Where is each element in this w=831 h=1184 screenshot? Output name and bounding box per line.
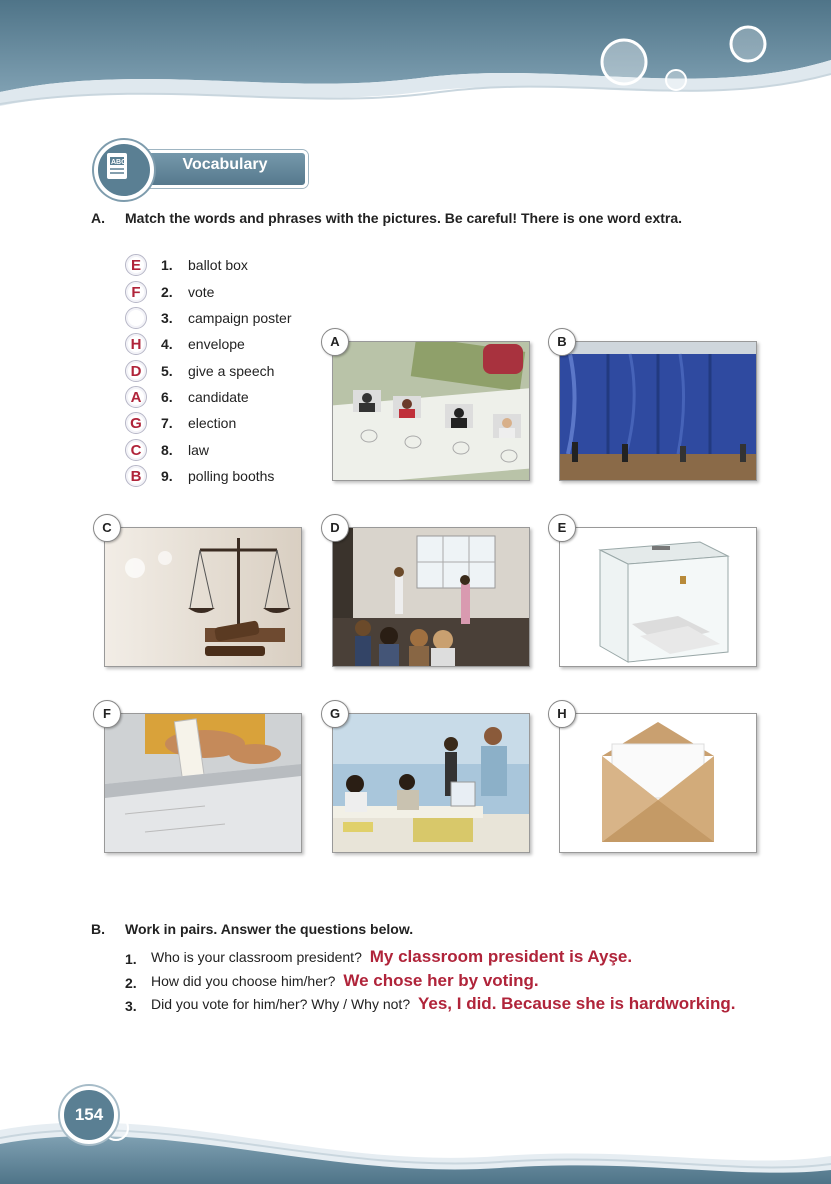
question-number: 2. bbox=[125, 975, 137, 991]
item-number: 2. bbox=[161, 284, 173, 300]
answer-circle[interactable]: H bbox=[125, 333, 147, 355]
item-number: 3. bbox=[161, 310, 173, 326]
picture-b-polling-booths bbox=[559, 341, 757, 481]
question-number: 3. bbox=[125, 998, 137, 1014]
item-number: 4. bbox=[161, 336, 173, 352]
item-number: 9. bbox=[161, 468, 173, 484]
question-text: Did you vote for him/her? Why / Why not? bbox=[151, 996, 411, 1012]
item-word: give a speech bbox=[188, 363, 275, 379]
picture-g-label: G bbox=[321, 700, 349, 728]
picture-g-election-counting bbox=[332, 713, 530, 853]
item-number: 5. bbox=[161, 363, 173, 379]
item-number: 1. bbox=[161, 257, 173, 273]
picture-e-ballot-box bbox=[559, 527, 757, 667]
item-number: 8. bbox=[161, 442, 173, 458]
vocabulary-book-icon bbox=[104, 151, 132, 181]
page-number: 154 bbox=[60, 1086, 118, 1144]
answer-text[interactable]: My classroom president is Ayşe. bbox=[369, 947, 633, 966]
answer-text[interactable]: Yes, I did. Because she is hardworking. bbox=[418, 994, 736, 1013]
answer-circle[interactable]: A bbox=[125, 386, 147, 408]
answer-circle[interactable]: C bbox=[125, 439, 147, 461]
question-number: 1. bbox=[125, 951, 137, 967]
section-a-letter: A. bbox=[91, 210, 105, 226]
answer-circle[interactable]: G bbox=[125, 412, 147, 434]
item-number: 6. bbox=[161, 389, 173, 405]
answer-circle[interactable]: E bbox=[125, 254, 147, 276]
item-word: campaign poster bbox=[188, 310, 292, 326]
picture-e-label: E bbox=[548, 514, 576, 542]
svg-text:ABC: ABC bbox=[111, 159, 127, 166]
item-word: envelope bbox=[188, 336, 245, 352]
footer-wave-decoration bbox=[0, 1060, 831, 1184]
picture-d-label: D bbox=[321, 514, 349, 542]
question-row bbox=[151, 947, 632, 967]
answer-circle[interactable]: D bbox=[125, 360, 147, 382]
section-b-letter: B. bbox=[91, 921, 105, 937]
picture-b-label: B bbox=[548, 328, 576, 356]
picture-a-label: A bbox=[321, 328, 349, 356]
answer-text[interactable]: We chose her by voting. bbox=[343, 971, 539, 990]
picture-f-casting-vote bbox=[104, 713, 302, 853]
question-text: Who is your classroom president? bbox=[151, 949, 362, 965]
question-text: How did you choose him/her? bbox=[151, 973, 336, 989]
answer-circle[interactable]: F bbox=[125, 281, 147, 303]
section-header-title: Vocabulary bbox=[182, 156, 268, 173]
picture-c-label: C bbox=[93, 514, 121, 542]
item-word: law bbox=[188, 442, 210, 458]
picture-a-ballot-paper bbox=[332, 341, 530, 481]
picture-d-giving-a-speech bbox=[332, 527, 530, 667]
item-word: ballot box bbox=[188, 257, 248, 273]
answer-circle[interactable] bbox=[125, 307, 147, 329]
question-row bbox=[151, 971, 539, 991]
answer-circle[interactable]: B bbox=[125, 465, 147, 487]
picture-h-envelope bbox=[559, 713, 757, 853]
item-word: candidate bbox=[188, 389, 249, 405]
question-row bbox=[151, 994, 735, 1014]
item-word: vote bbox=[188, 284, 215, 300]
picture-f-label: F bbox=[93, 700, 121, 728]
item-word: election bbox=[188, 415, 237, 431]
section-b-instruction: Work in pairs. Answer the questions below. bbox=[125, 921, 414, 937]
item-number: 7. bbox=[161, 415, 173, 431]
item-word: polling booths bbox=[188, 468, 275, 484]
section-a-instruction: Match the words and phrases with the pictures. Be careful! There is one word extra. bbox=[125, 210, 683, 226]
header-wave-decoration bbox=[0, 0, 831, 130]
picture-h-label: H bbox=[548, 700, 576, 728]
picture-c-scales-of-justice bbox=[104, 527, 302, 667]
